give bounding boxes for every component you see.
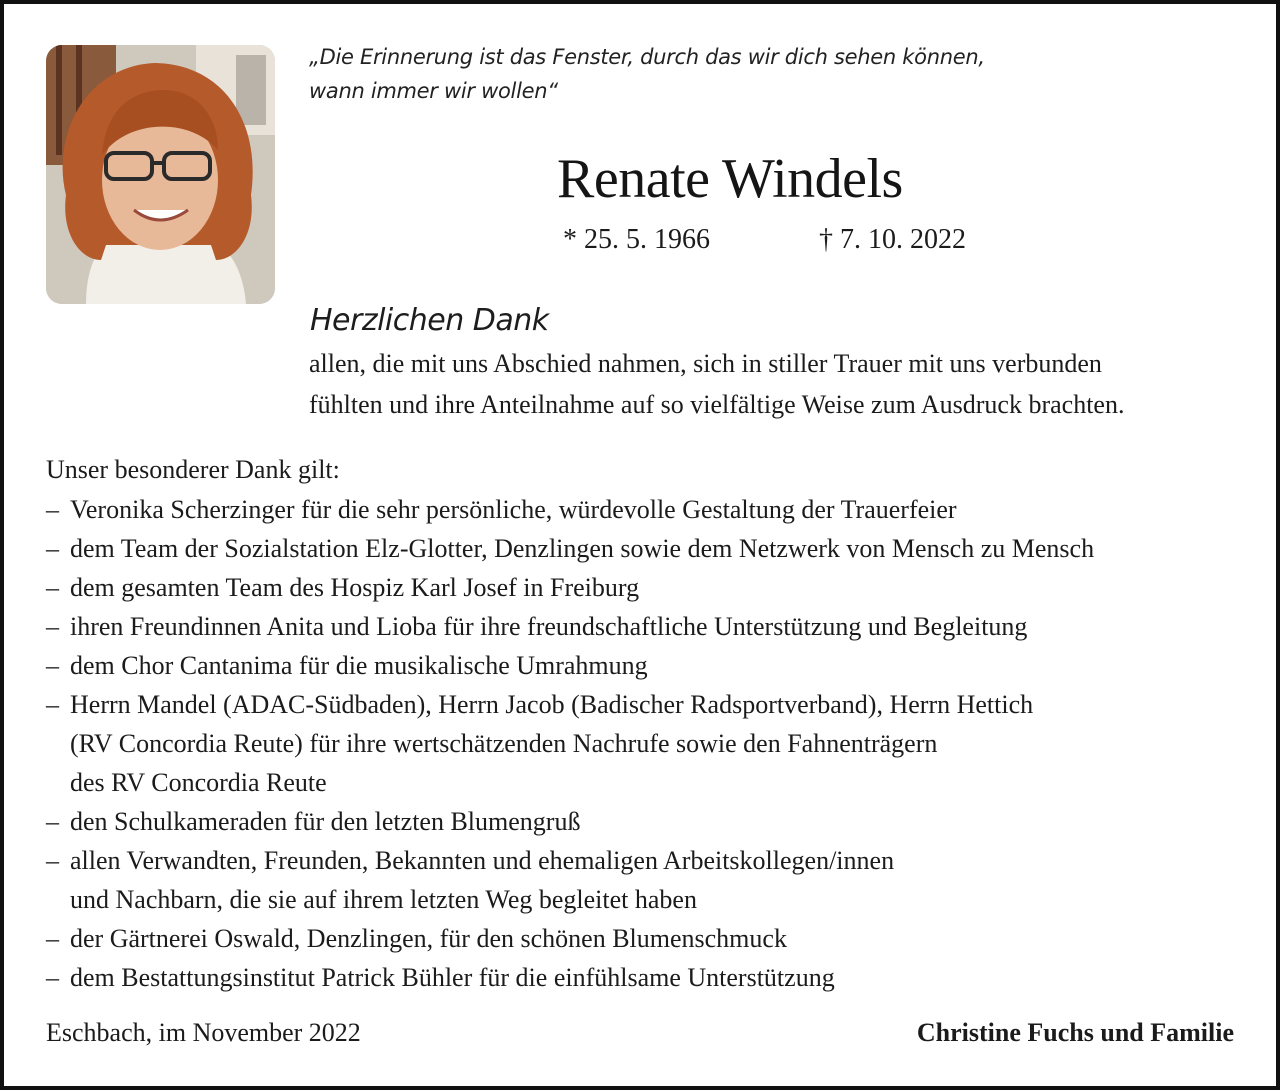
birth-date: * 25. 5. 1966 <box>563 224 710 255</box>
thanks-list-item-text: Herrn Mandel (ADAC-Südbaden), Herrn Jacob (Badischer Radsportverband), Herrn Hettich <box>70 690 1034 719</box>
thanks-list-item <box>46 841 1094 919</box>
thanks-list-item <box>46 568 1094 607</box>
thanks-list-item-text: den Schulkameraden für den letzten Blumengruß <box>70 807 581 836</box>
thanks-list-item-text: dem Team der Sozialstation Elz-Glotter, Denzlingen sowie dem Netzwerk von Mensch zu Mensch <box>70 534 1095 563</box>
thanks-list-item-text: dem Bestattungsinstitut Patrick Bühler für die einfühlsame Unterstützung <box>70 963 835 992</box>
list-dash: – <box>46 963 59 992</box>
list-dash: – <box>46 495 59 524</box>
thanks-list-item-text: des RV Concordia Reute <box>70 768 327 797</box>
quote-line-2: wann immer wir wollen“ <box>309 79 558 103</box>
thanks-list-item <box>46 490 1094 529</box>
portrait-image <box>46 45 275 304</box>
thanks-list-item <box>46 958 1094 997</box>
thanks-list-item <box>46 529 1094 568</box>
thanks-list-item <box>46 802 1094 841</box>
place-and-date: Eschbach, im November 2022 <box>46 1018 361 1047</box>
quote-line-1: „Die Erinnerung ist das Fenster, durch das wir dich sehen können, <box>309 45 985 69</box>
deceased-name: Renate Windels <box>557 148 903 210</box>
thanks-heading: Herzlichen Dank <box>310 303 549 338</box>
thanks-line-1: allen, die mit uns Abschied nahmen, sich in stiller Trauer mit uns verbunden <box>309 349 1102 378</box>
thanks-list-item <box>46 607 1094 646</box>
memorial-quote <box>309 40 1209 108</box>
list-dash: – <box>46 534 59 563</box>
thanks-line-2: fühlten und ihre Anteilnahme auf so vielfältige Weise zum Ausdruck brachten. <box>309 390 1125 419</box>
list-dash: – <box>46 846 59 875</box>
thanks-list-item <box>46 646 1094 685</box>
thanks-list-item-text: (RV Concordia Reute) für ihre wertschätzenden Nachrufe sowie den Fahnenträgern <box>70 729 938 758</box>
portrait-photo <box>46 45 275 304</box>
thanks-list-item-text: Veronika Scherzinger für die sehr persönliche, würdevolle Gestaltung der Trauerfeier <box>70 495 957 524</box>
thanks-text <box>309 343 1124 425</box>
list-dash: – <box>46 651 59 680</box>
signature: Christine Fuchs und Familie <box>916 1018 1234 1047</box>
thanks-list-item-text: dem gesamten Team des Hospiz Karl Josef in Freiburg <box>70 573 640 602</box>
list-dash: – <box>46 690 59 719</box>
thanks-list-item-text: dem Chor Cantanima für die musikalische Umrahmung <box>70 651 648 680</box>
thanks-list-item-text: allen Verwandten, Freunden, Bekannten und ehemaligen Arbeitskollegen/innen <box>70 846 895 875</box>
list-dash: – <box>46 612 59 641</box>
thanks-list-item <box>46 685 1094 802</box>
list-dash: – <box>46 807 59 836</box>
thanks-list-item-text: ihren Freundinnen Anita und Lioba für ihre freundschaftliche Unterstützung und Begleitung <box>70 612 1028 641</box>
death-date: † 7. 10. 2022 <box>819 224 966 255</box>
special-thanks-intro: Unser besonderer Dank gilt: <box>46 455 340 484</box>
list-dash: – <box>46 924 59 953</box>
thanks-list-item-text: der Gärtnerei Oswald, Denzlingen, für den schönen Blumenschmuck <box>70 924 787 953</box>
thanks-list-item <box>46 919 1094 958</box>
special-thanks-list <box>46 490 1094 997</box>
thanks-list-item-text: und Nachbarn, die sie auf ihrem letzten Weg begleitet haben <box>70 885 697 914</box>
list-dash: – <box>46 573 59 602</box>
